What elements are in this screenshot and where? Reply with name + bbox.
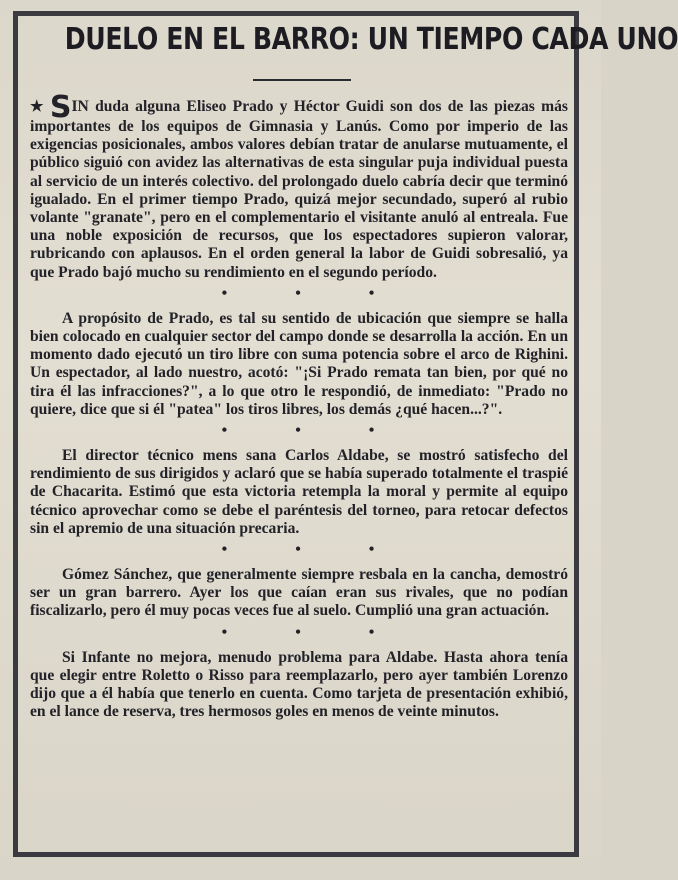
headline: DUELO EN EL BARRO: UN TIEMPO CADA UNO xyxy=(64,22,678,57)
separator-3: • • • xyxy=(221,541,407,559)
paragraph-3-text: El director técnico mens sana Carlos Aldabe, se mostró satisfecho del rendimiento de sus dirigidos y aclaró que se había superado totalmente el traspié de Chacarita. Estimó que esta victoria retempla la moral y permite al equipo técnico aprovechar como se debe el paréntesis del torneo, para retocar defectos sin el apremio de una situación precaria. xyxy=(30,447,568,537)
separator-4: • • • xyxy=(221,623,407,641)
headline-rule xyxy=(253,79,351,81)
paragraph-4 xyxy=(30,566,568,621)
paragraph-5 xyxy=(30,649,568,722)
article-body xyxy=(30,90,568,721)
paragraph-3 xyxy=(30,447,568,538)
drop-cap: S xyxy=(49,90,72,125)
paragraph-5-text: Si Infante no mejora, menudo problema para Aldabe. Hasta ahora tenía que elegir entre Roletto o Risso para reemplazarlo, pero ayer también Lorenzo dijo que a él había que tenerlo en cuenta. Como tarjeta de presentación exhibió, en el lance de reserva, tres hermosos goles en menos de veinte minutos. xyxy=(30,648,568,721)
paragraph-4-text: Gómez Sánchez, que generalmente siempre resbala en la cancha, demostró ser un gran barrero. Ayer los que caían eran sus rivales, que no podían fiscalizarlo, pero él muy pocas veces fue al suelo. Cumplió una gran actuación. xyxy=(30,566,568,620)
separator-1: • • • xyxy=(221,284,407,302)
separator-2: • • • xyxy=(221,422,407,440)
paragraph-2-text: A propósito de Prado, es tal su sentido de ubicación que siempre se halla bien colocado en cualquier sector del campo donde se desarrolla la acción. En un momento dado ejecutó un tiro libre con suma potencia sobre el arco de Righini. Un espectador, al lado nuestro, acotó: "¡Si Prado remata tan bien, por qué no tira él las infracciones?", a lo que otro le respondió, de inmediato: "Prado no quiere, dice que si él "patea" los tiros libres, los demás ¿qué hacen...?". xyxy=(30,309,568,418)
paragraph-1-text: IN duda alguna Eliseo Prado y Héctor Guidi son dos de las piezas más importantes de los equipos de Gimnasia y Lanús. Como por imperio de las exigencias posicionales, ambos valores debían tratar de anularse mutuamente, el público siguió con avidez las alternativas de esta singular puja individual puesta al servicio de un interés colectivo. del prolongado duelo cabría decir que terminó igualado. En el primer tiempo Prado, quizá mejor secundado, superó al rubio volante "granate", pero en el complementario el visitante anuló al entreala. Fue una noble exposición de recursos, que los espectadores supieron valorar, rubricando con aplausos. En el orden general la labor de Guidi sobresalió, ya que Prado bajó mucho su rendimiento en el segundo período. xyxy=(30,98,568,281)
paragraph-2 xyxy=(30,310,568,419)
paragraph-1 xyxy=(30,90,568,282)
star-icon: ★ xyxy=(30,99,46,115)
